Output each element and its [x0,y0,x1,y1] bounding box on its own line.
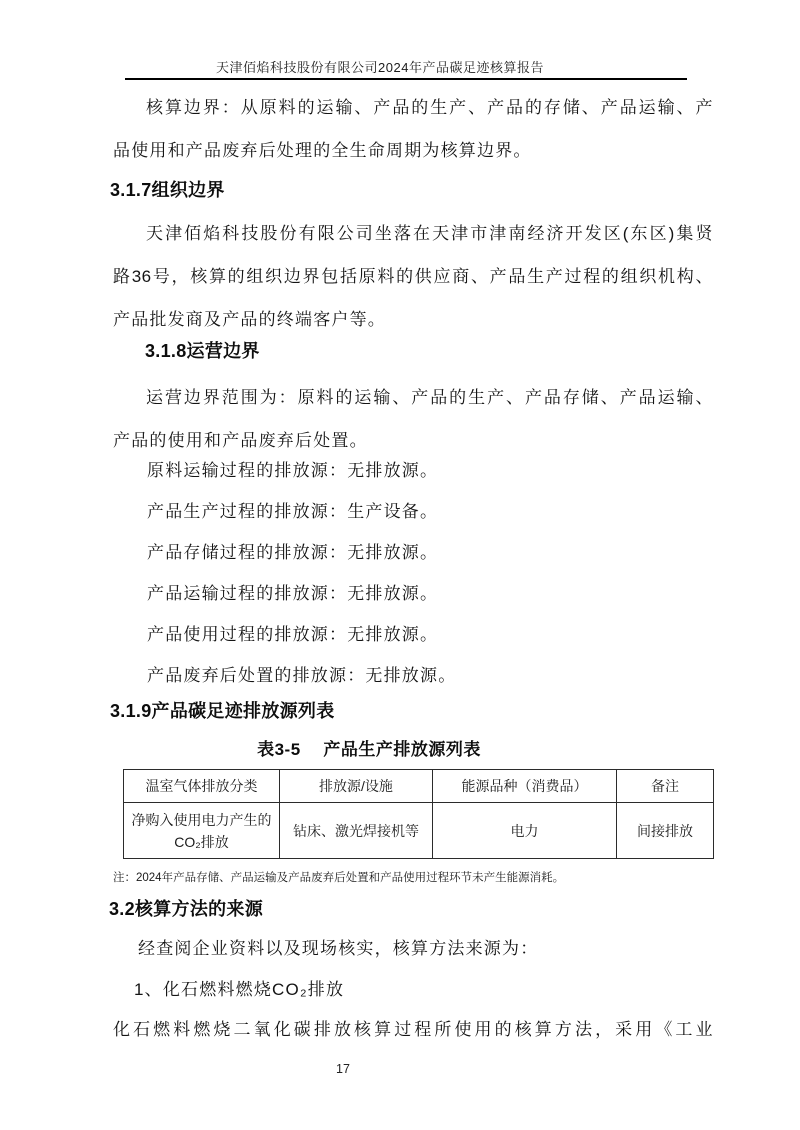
paragraph-line: 经查阅企业资料以及现场核实，核算方法来源为： [138,939,539,958]
emission-source-item: 产品生产过程的排放源：生产设备。 [147,502,439,521]
heading-3-2-method-source: 3.2核算方法的来源 [109,899,264,919]
paragraph-line: 产品的使用和产品废弃后处置。 [113,431,368,450]
table-cell-energy-type: 电力 [433,803,617,859]
emission-source-table [123,769,714,859]
table-caption: 表3-5 产品生产排放源列表 [257,740,481,759]
table-header-emission-facility: 排放源/设施 [280,770,433,803]
emission-source-item: 产品存储过程的排放源：无排放源。 [147,543,439,562]
table-header-row [124,770,714,803]
table-cell-line: 净购入使用电力产生的 [131,811,272,828]
table-data-row [124,803,714,859]
paragraph-line: 化石燃料燃烧二氧化碳排放核算过程所使用的核算方法，采用《工业 [113,1020,713,1039]
paragraph-line: 1、化石燃料燃烧CO₂排放 [134,980,345,999]
paragraph-accounting-boundary [113,86,713,172]
paragraph-organization-boundary [113,212,713,341]
emission-source-list [113,450,713,696]
table-header-energy-type: 能源品种（消费品） [433,770,617,803]
page-number: 17 [336,1062,350,1076]
table-header-remark: 备注 [617,770,714,803]
emission-source-item: 产品使用过程的排放源：无排放源。 [147,625,439,644]
running-header-title: 天津佰焰科技股份有限公司2024年产品碳足迹核算报告 [216,60,544,75]
emission-source-item: 产品废弃后处置的排放源：无排放源。 [147,666,457,685]
paragraph-method-source [113,927,713,970]
paragraph-line: 运营边界范围为：原料的运输、产品的生产、产品存储、产品运输、 [146,388,713,407]
table-cell-emission-facility: 钻床、激光焊接机等 [280,803,433,859]
paragraph-line: 路36号，核算的组织边界包括原料的供应商、产品生产过程的组织机构、 [113,267,713,286]
emission-source-item: 原料运输过程的排放源：无排放源。 [147,461,439,480]
paragraph-line: 天津佰焰科技股份有限公司坐落在天津市津南经济开发区(东区)集贤 [146,224,713,243]
paragraph-line: 品使用和产品废弃后处理的全生命周期为核算边界。 [113,141,532,160]
table-cell-line: CO₂排放 [174,833,229,850]
paragraph-fossil-fuel-item [113,968,713,1011]
table-cell-remark: 间接排放 [617,803,714,859]
table-cell-ghg-category [124,803,280,859]
paragraph-fossil-fuel-method [113,1008,713,1051]
heading-3-1-7-organization-boundary: 3.1.7组织边界 [110,180,225,200]
heading-3-1-8-operational-boundary: 3.1.8运营边界 [145,341,260,361]
heading-3-1-9-emission-source-table: 3.1.9产品碳足迹排放源列表 [110,701,335,721]
paragraph-line: 核算边界：从原料的运输、产品的生产、产品的存储、产品运输、产 [146,98,713,117]
paragraph-line: 产品批发商及产品的终端客户等。 [113,310,386,329]
table-header-ghg-category: 温室气体排放分类 [124,770,280,803]
emission-source-item: 产品运输过程的排放源：无排放源。 [147,584,439,603]
table-note: 注：2024年产品存储、产品运输及产品废弃后处置和产品使用过程环节未产生能源消耗。 [113,872,565,884]
header-rule [125,78,687,80]
